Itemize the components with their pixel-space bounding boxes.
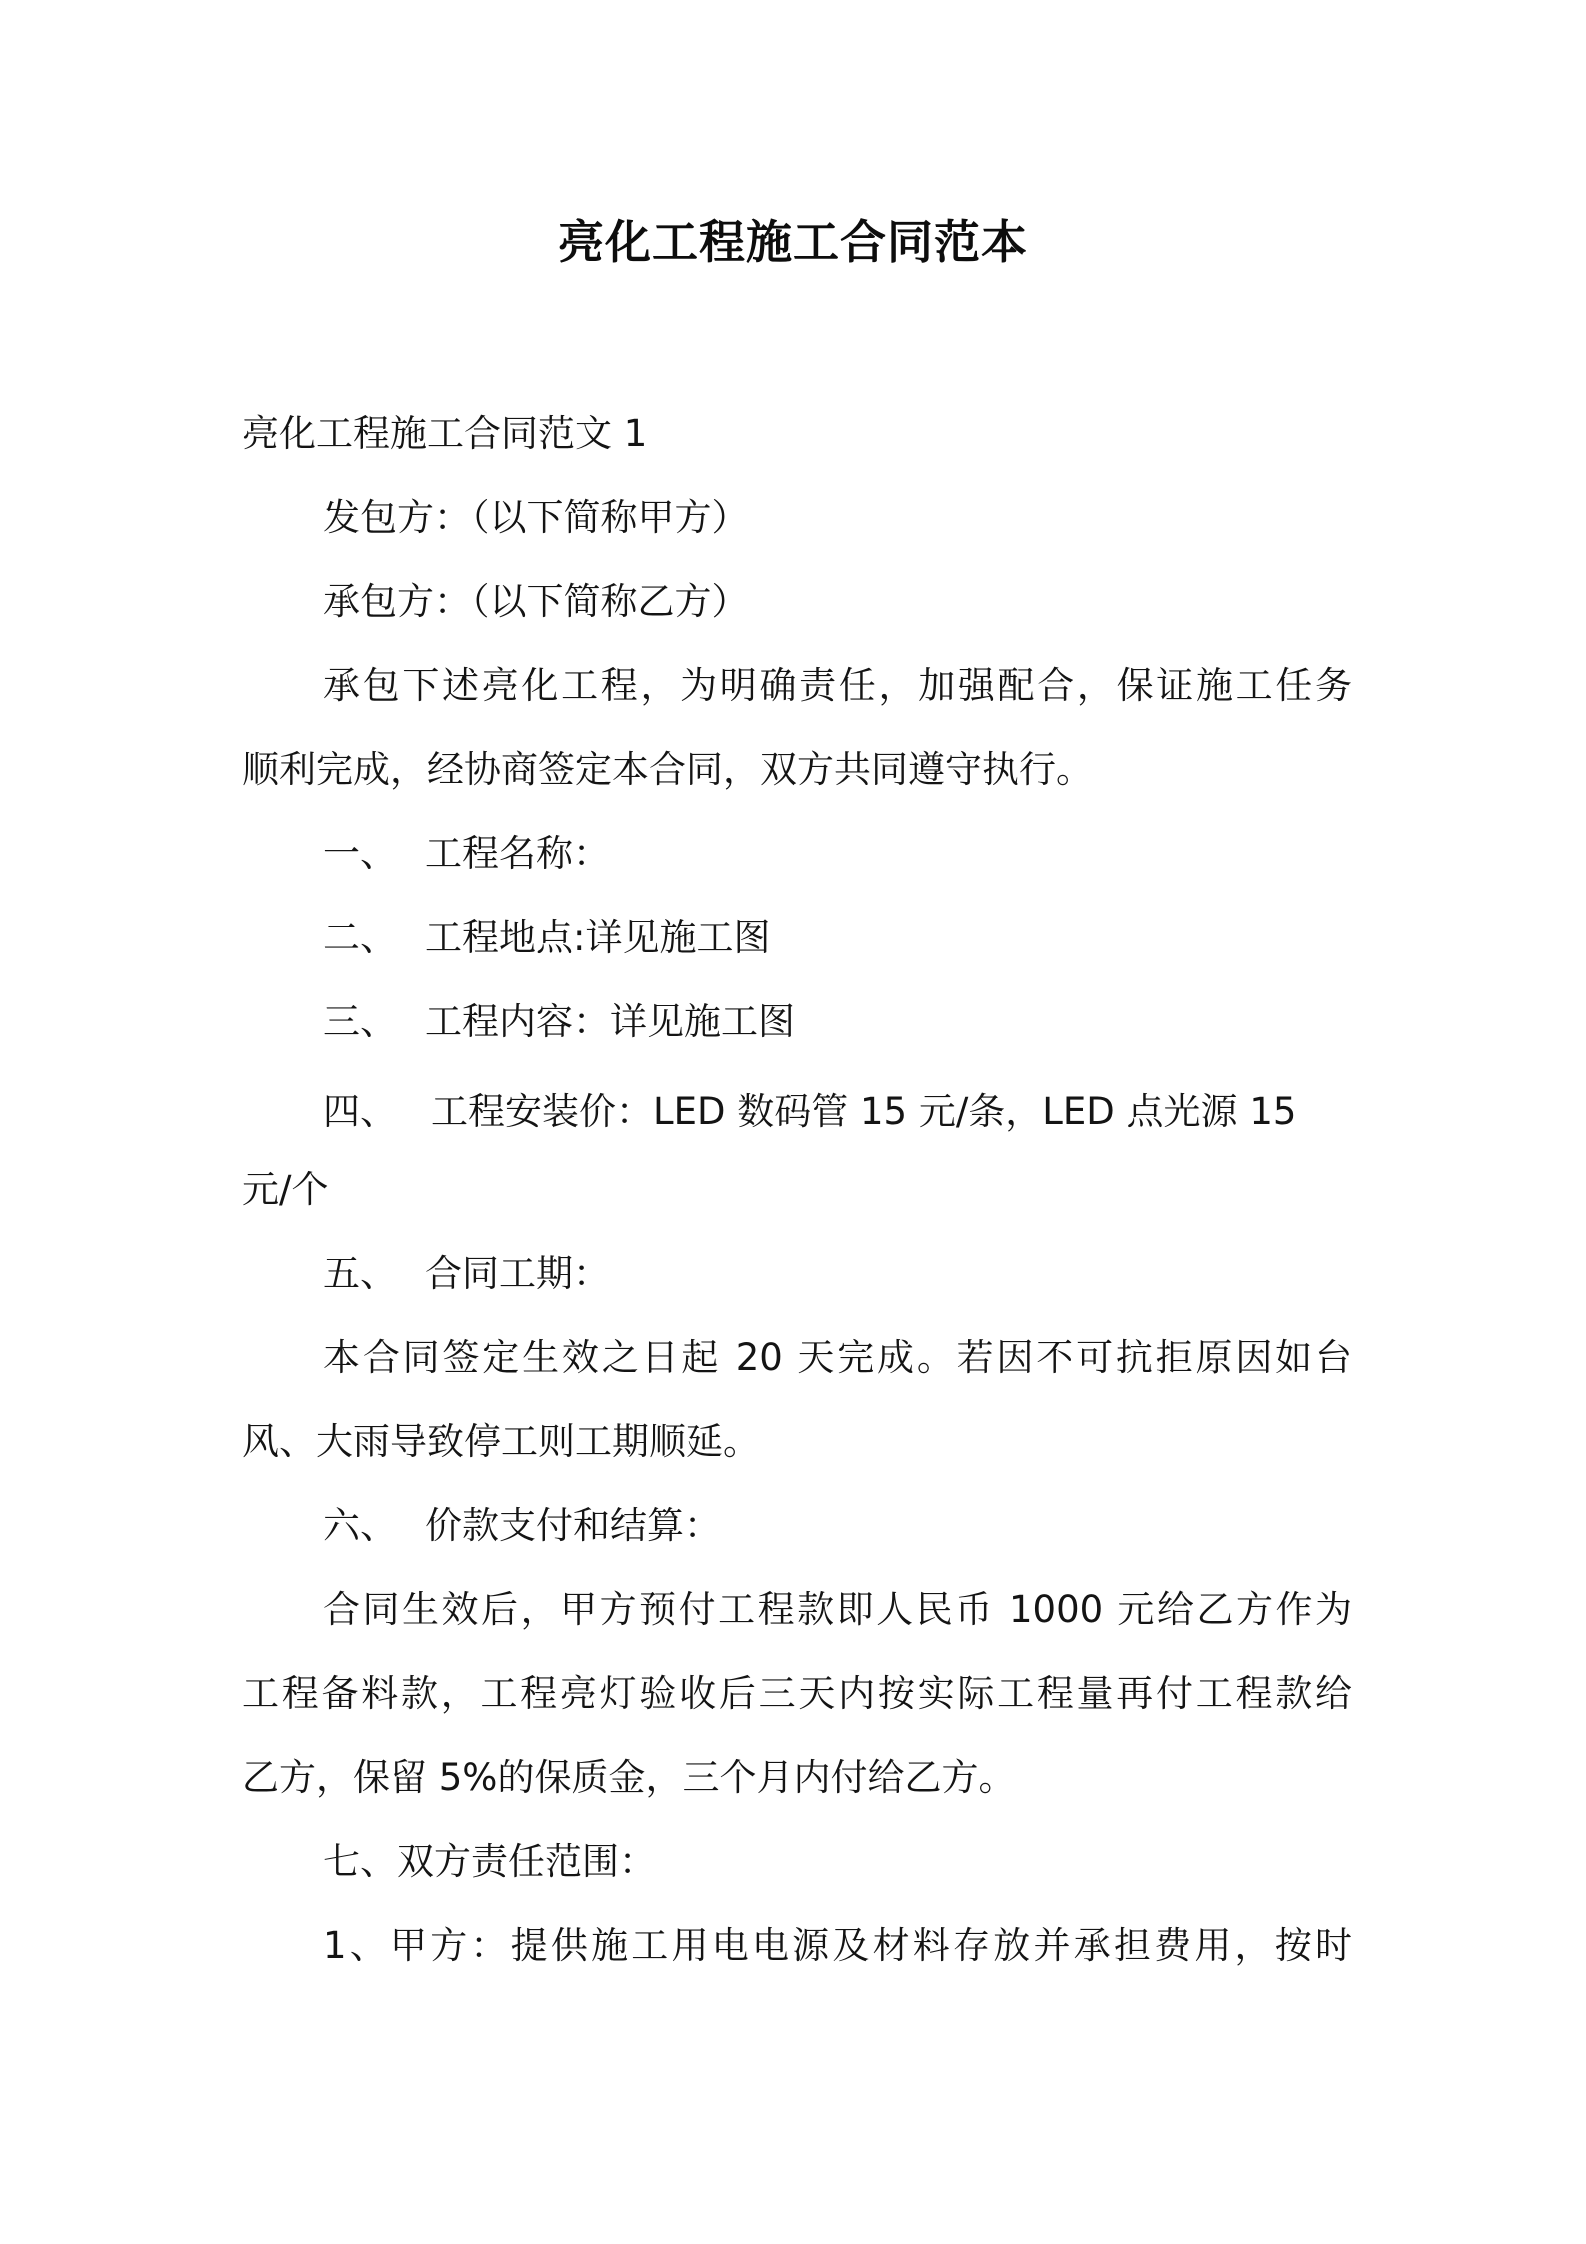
clause-1-text: 工程名称： (425, 832, 610, 875)
clause-5 (323, 1246, 610, 1302)
clause-4-number: 四、 (323, 1090, 397, 1133)
clause-1 (323, 826, 610, 882)
clause-4-continuation: 元/个 (242, 1168, 329, 1211)
document-title: 亮化工程施工合同范本 (558, 215, 1028, 269)
clause-7-item-1-text: 1、甲方：提供施工用电电源及材料存放并承担费用，按时 (323, 1924, 1352, 1967)
clause-5-body-line-2: 风、大雨导致停工则工期顺延。 (242, 1420, 760, 1463)
clause-3 (323, 994, 795, 1050)
intro-paragraph-line-1 (323, 658, 1352, 714)
intro-text-1: 承包下述亮化工程，为明确责任，加强配合，保证施工任务 (323, 664, 1352, 707)
clause-6-body-line-3: 乙方，保留 5%的保质金，三个月内付给乙方。 (242, 1756, 1016, 1799)
clause-3-number: 三、 (323, 1000, 397, 1043)
clause-5-body-line-1 (323, 1330, 1352, 1386)
clause-2-number: 二、 (323, 916, 397, 959)
clause-7: 七、双方责任范围： (323, 1840, 656, 1883)
document-subtitle: 亮化工程施工合同范文 1 (242, 412, 648, 455)
clause-6-body-line-1 (323, 1582, 1352, 1638)
clause-4-text: 工程安装价：LED 数码管 15 元/条，LED 点光源 15 (431, 1090, 1297, 1133)
clause-4 (323, 1084, 1296, 1140)
clause-6-body-text-1: 合同生效后，甲方预付工程款即人民币 1000 元给乙方作为 (323, 1588, 1352, 1631)
clause-5-body-text-1: 本合同签定生效之日起 20 天完成。若因不可抗拒原因如台 (323, 1336, 1352, 1379)
clause-6-body-text-2: 工程备料款，工程亮灯验收后三天内按实际工程量再付工程款给 (242, 1672, 1352, 1715)
clause-1-number: 一、 (323, 832, 397, 875)
clause-2-text: 工程地点:详见施工图 (425, 916, 771, 959)
clause-5-text: 合同工期： (425, 1252, 610, 1295)
clause-6-body-line-2 (242, 1666, 1352, 1722)
clause-6 (323, 1498, 721, 1554)
intro-paragraph-line-2: 顺利完成，经协商签定本合同，双方共同遵守执行。 (242, 748, 1093, 791)
clause-2 (323, 910, 770, 966)
clause-5-number: 五、 (323, 1252, 397, 1295)
clause-3-text: 工程内容：详见施工图 (425, 1000, 795, 1043)
clause-7-item-1 (323, 1918, 1352, 1974)
clause-6-number: 六、 (323, 1504, 397, 1547)
employer-line: 发包方：（以下简称甲方） (323, 496, 749, 539)
clause-6-text: 价款支付和结算： (425, 1504, 721, 1547)
contractor-line: 承包方：（以下简称乙方） (323, 580, 749, 623)
